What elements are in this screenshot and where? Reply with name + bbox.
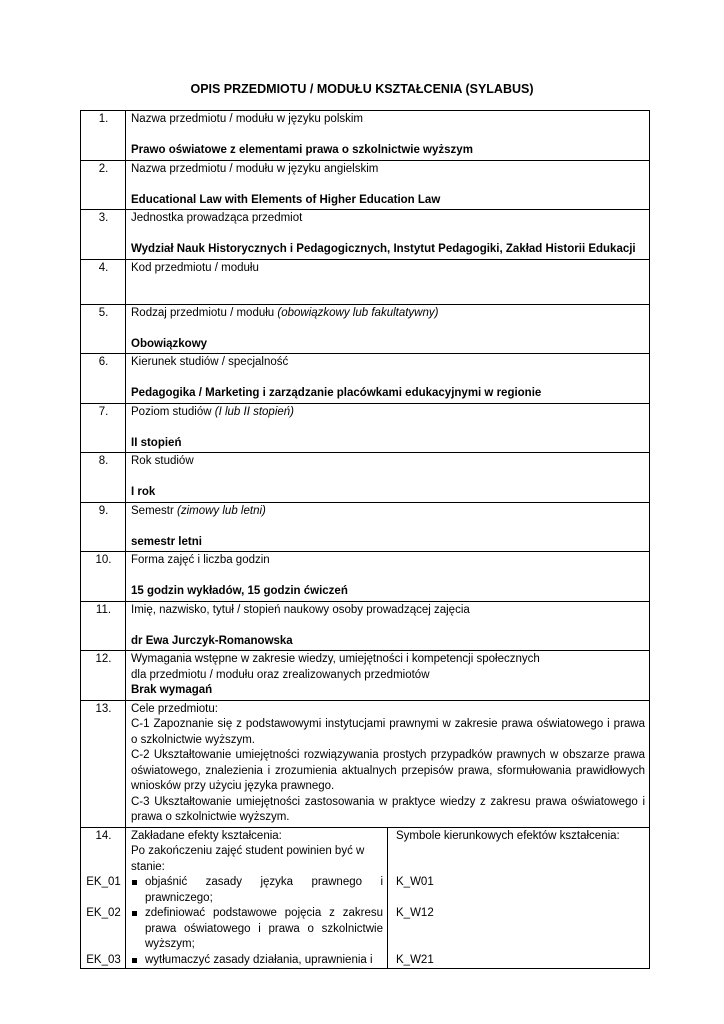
row-label: Nazwa przedmiotu / modułu w języku angielskim	[131, 162, 379, 175]
table-row	[81, 354, 650, 404]
row-value: dr Ewa Jurczyk-Romanowska	[131, 634, 293, 647]
effects-description	[126, 827, 388, 969]
row-content	[126, 354, 650, 404]
row-number: 4.	[81, 259, 126, 304]
row-value: Prawo oświatowe z elementami prawa o szkolnictwie wyższym	[131, 144, 473, 156]
row-value: Educational Law with Elements of Higher Education Law	[131, 193, 441, 206]
row-label: Rok studiów	[131, 455, 194, 467]
effect-id: EK_01	[86, 876, 121, 888]
table-row	[81, 552, 650, 602]
row-content	[126, 502, 650, 552]
row-content	[126, 403, 650, 453]
row-content	[126, 651, 650, 701]
list-item: objaśnić zasady języka prawnego i prawniczego;	[131, 875, 383, 906]
list-item: zdefiniować podstawowe pojęcia z zakresu prawa oświatowego i prawa o szkolnictwie wyższym;	[131, 906, 383, 953]
goal-item: C-3 Ukształtowanie umiejętności zastosowania w praktyce wiedzy z zakresu prawa oświatowego i prawa o szkolnictwie wyższym.	[131, 795, 646, 823]
effects-intro: Po zakończeniu zajęć student powinien być w stanie:	[131, 845, 365, 873]
syllabus-table	[80, 110, 650, 969]
row-label: Kod przedmiotu / modułu	[131, 261, 259, 274]
row-content	[126, 453, 650, 503]
table-row	[81, 111, 650, 161]
row-content	[126, 111, 650, 161]
row-value: semestr letni	[131, 535, 202, 548]
effects-list	[131, 875, 383, 968]
row-number: 3.	[81, 210, 126, 260]
row-label: Rodzaj przedmiotu / modułu (obowiązkowy lub fakultatywny)	[131, 306, 439, 319]
table-row	[81, 403, 650, 453]
row-content	[126, 304, 650, 354]
row-content	[126, 601, 650, 651]
effects-symbols	[388, 827, 650, 969]
row-label-hint: (I lub II stopień)	[214, 405, 294, 418]
table-row	[81, 827, 650, 969]
symbols-header: Symbole kierunkowych efektów kształcenia:	[396, 829, 620, 842]
row-value: Wydział Nauk Historycznych i Pedagogicznych, Instytut Pedagogiki, Zakład Historii Edukacji	[131, 243, 636, 255]
row-value: Obowiązkowy	[131, 337, 208, 350]
effect-id: EK_02	[86, 907, 121, 919]
row-value: 15 godzin wykładów, 15 godzin ćwiczeń	[131, 585, 348, 597]
effect-id: EK_03	[86, 953, 121, 966]
row-value: Brak wymagań	[131, 684, 213, 696]
row-content	[126, 552, 650, 602]
table-row	[81, 453, 650, 503]
row-number: 8.	[81, 453, 126, 503]
row-label: Semestr (zimowy lub letni)	[131, 504, 266, 517]
table-row	[81, 700, 650, 827]
row-label: Forma zajęć i liczba godzin	[131, 554, 270, 566]
table-row	[81, 259, 650, 304]
row-number: 1.	[81, 111, 126, 161]
row-label: Cele przedmiotu:	[131, 702, 218, 715]
row-number: 14. EK_01 EK_02 EK_03	[81, 827, 126, 969]
goal-item: C-2 Ukształtowanie umiejętności rozwiązywania prostych przypadków prawnych w obszarze prawa oświatowego, znalezienia i zrozumienia aktualnych przepisów prawa, sformułowania prawidłowych wniosków przy użyciu języka prawnego.	[131, 749, 646, 792]
effect-symbol: K_W21	[396, 953, 434, 966]
row-value: II stopień	[131, 436, 182, 449]
row-content	[126, 259, 650, 304]
table-row	[81, 651, 650, 701]
row-label-hint: (zimowy lub letni)	[177, 504, 266, 517]
row-label: Zakładane efekty kształcenia:	[131, 829, 282, 842]
row-number: 7.	[81, 403, 126, 453]
row-number: 2.	[81, 160, 126, 210]
document-title: OPIS PRZEDMIOTU / MODUŁU KSZTAŁCENIA (SYLABUS)	[190, 82, 534, 96]
row-label: Nazwa przedmiotu / modułu w języku polskim	[131, 113, 364, 125]
table-row	[81, 502, 650, 552]
list-item: wytłumaczyć zasady działania, uprawnienia i	[131, 953, 383, 969]
row-number: 11.	[81, 601, 126, 651]
row-content	[126, 210, 650, 260]
table-row	[81, 601, 650, 651]
row-label: Poziom studiów (I lub II stopień)	[131, 405, 294, 418]
row-number: 13.	[81, 700, 126, 827]
row-label-continued: dla przedmiotu / modułu oraz zrealizowanych przedmiotów	[131, 668, 430, 681]
row-label-hint: (obowiązkowy lub fakultatywny)	[277, 306, 439, 319]
row-label: Jednostka prowadząca przedmiot	[131, 212, 303, 224]
table-row	[81, 160, 650, 210]
table-row	[81, 304, 650, 354]
row-number: 6.	[81, 354, 126, 404]
table-row	[81, 210, 650, 260]
row-number: 12.	[81, 651, 126, 701]
row-label: Kierunek studiów / specjalność	[131, 356, 289, 368]
row-value: Pedagogika / Marketing i zarządzanie placówkami edukacyjnymi w regionie	[131, 387, 542, 399]
effect-symbol: K_W01	[396, 876, 434, 888]
row-label: Wymagania wstępne w zakresie wiedzy, umiejętności i kompetencji społecznych	[131, 653, 540, 665]
goal-item: C-1 Zapoznanie się z podstawowymi instytucjami prawnymi w zakresie prawa oświatowego i prawa o szkolnictwie wyższym.	[131, 718, 646, 746]
row-value: I rok	[131, 486, 156, 498]
row-number: 5.	[81, 304, 126, 354]
row-content	[126, 700, 650, 827]
row-number: 9.	[81, 502, 126, 552]
row-content	[126, 160, 650, 210]
row-label: Imię, nazwisko, tytuł / stopień naukowy osoby prowadzącej zajęcia	[131, 603, 470, 616]
effect-symbol: K_W12	[396, 907, 434, 919]
row-number: 10.	[81, 552, 126, 602]
